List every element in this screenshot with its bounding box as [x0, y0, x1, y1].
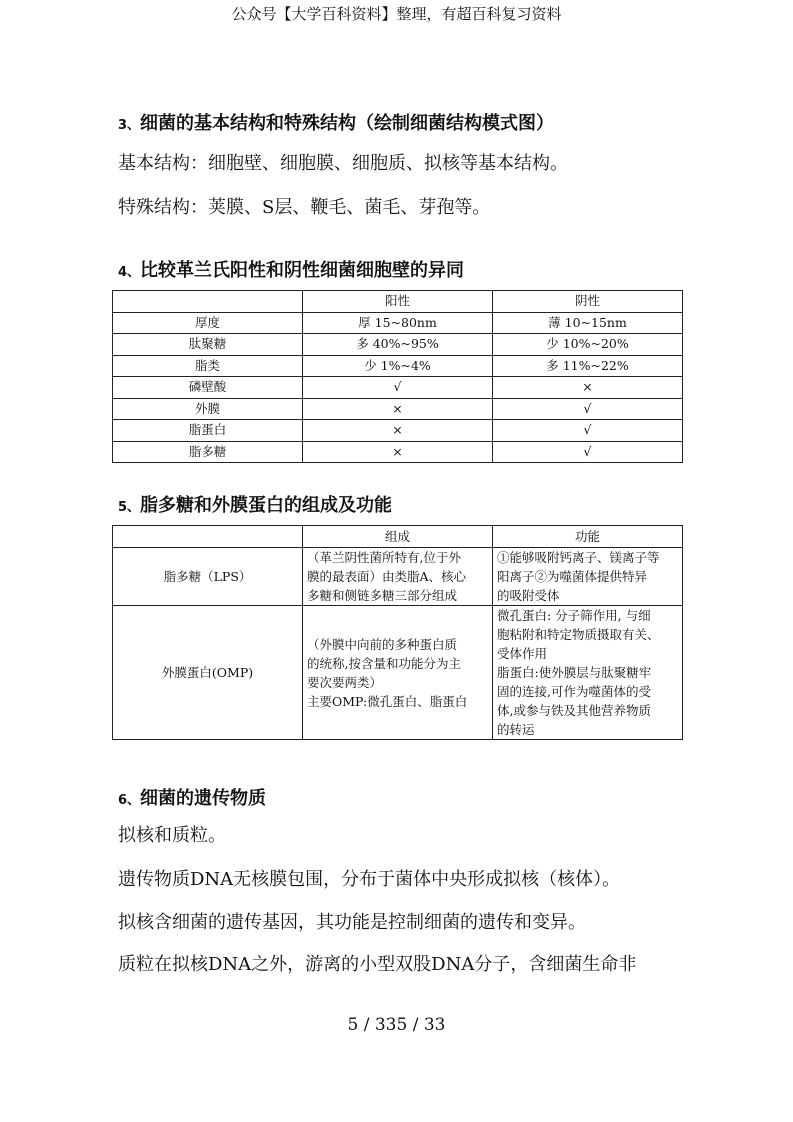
paragraph: 拟核含细菌的遗传基因，其功能是控制细菌的遗传和变异。 [118, 912, 586, 933]
table-cell: 少 10%~20% [493, 334, 683, 356]
cell-line: 固的连接,可作为噬菌体的受 [497, 684, 651, 699]
table-row [113, 606, 683, 740]
section-title: 细菌的遗传物质 [140, 788, 267, 809]
table-cell: 脂类 [113, 355, 303, 377]
table-cell: 脂多糖 [113, 441, 303, 463]
table-row [113, 441, 683, 463]
table-cell [493, 548, 683, 606]
table-cell: × [303, 441, 493, 463]
section-title: 细菌的基本结构和特殊结构（绘制细菌结构模式图） [140, 113, 555, 134]
cell-line: 的吸附受体 [497, 588, 560, 603]
section-title: 脂多糖和外膜蛋白的组成及功能 [140, 495, 393, 516]
cell-line: 主要OMP:微孔蛋白、脂蛋白 [307, 693, 468, 709]
column-header: 阴性 [493, 291, 683, 313]
column-header [113, 291, 303, 313]
table-cell: √ [493, 398, 683, 420]
column-header: 阳性 [303, 291, 493, 313]
section-number: 4、 [118, 265, 141, 280]
cell-line: 膜的最表面）由类脂A、核心 [307, 569, 467, 584]
cell-line: 阳离子②为噬菌体提供特异 [497, 569, 648, 584]
table-row [113, 420, 683, 442]
table-cell: 脂蛋白 [113, 420, 303, 442]
section-5-heading [118, 491, 392, 517]
cell-line: ①能够吸附钙离子、镁离子等 [497, 550, 660, 565]
cell-wall-comparison-table [112, 290, 683, 463]
table-cell: × [493, 377, 683, 399]
page-header: 公众号【大学百科资料】整理，有超百科复习资料 [231, 5, 562, 23]
table-cell: 薄 10~15nm [493, 312, 683, 334]
cell-line: 要次要两类） [307, 674, 383, 690]
column-header: 组成 [303, 526, 493, 548]
table-cell: √ [303, 377, 493, 399]
cell-line: 胞粘附和特定物质摄取有关、 [497, 627, 660, 642]
table-header-row [113, 291, 683, 313]
table-cell: √ [493, 441, 683, 463]
column-header [113, 526, 303, 548]
table-cell: 厚度 [113, 312, 303, 334]
table-row [113, 355, 683, 377]
table-cell: 磷壁酸 [113, 377, 303, 399]
lps-omp-table [112, 525, 683, 740]
paragraph: 基本结构：细胞壁、细胞膜、细胞质、拟核等基本结构。 [118, 153, 568, 174]
table-row [113, 398, 683, 420]
cell-line: 的统称,按含量和功能分为主 [307, 655, 461, 671]
table-cell: √ [493, 420, 683, 442]
section-3-heading [118, 109, 554, 135]
cell-line: 受体作用 [497, 646, 548, 661]
table-cell: × [303, 398, 493, 420]
table-row [113, 312, 683, 334]
section-4-heading [118, 256, 464, 282]
cell-line: 多糖和侧链多糖三部分组成 [307, 588, 458, 603]
paragraph: 质粒在拟核DNA之外，游离的小型双股DNA分子，含细菌生命非 [118, 954, 637, 975]
table-cell [303, 548, 493, 606]
table-header-row [113, 526, 683, 548]
cell-line: （外膜中向前的多种蛋白质 [307, 636, 458, 652]
cell-line: （革兰阴性菌所特有,位于外 [307, 550, 461, 565]
table-row [113, 334, 683, 356]
table-cell: 多 11%~22% [493, 355, 683, 377]
table-cell [303, 606, 493, 740]
section-number: 5、 [118, 500, 141, 515]
section-title: 比较革兰氏阳性和阴性细菌细胞壁的异同 [140, 260, 465, 281]
column-header: 功能 [493, 526, 683, 548]
row-label: 脂多糖（LPS） [113, 548, 303, 606]
paragraph: 遗传物质DNA无核膜包围，分布于菌体中央形成拟核（核体）。 [118, 869, 621, 890]
section-number: 6、 [118, 793, 141, 808]
paragraph: 特殊结构：荚膜、S层、鞭毛、菌毛、芽孢等。 [118, 197, 491, 218]
table-cell [493, 606, 683, 740]
cell-line: 的转运 [497, 722, 535, 737]
table-cell: × [303, 420, 493, 442]
cell-line: 体,或参与铁及其他营养物质 [497, 703, 651, 718]
row-label: 外膜蛋白(OMP) [113, 606, 303, 740]
table-row [113, 377, 683, 399]
cell-line: 脂蛋白:使外膜层与肽聚糖牢 [497, 665, 652, 680]
table-cell: 少 1%~4% [303, 355, 493, 377]
table-cell: 厚 15~80nm [303, 312, 493, 334]
paragraph: 拟核和质粒。 [118, 825, 226, 846]
table-cell: 外膜 [113, 398, 303, 420]
section-number: 3、 [118, 118, 141, 133]
cell-line: 微孔蛋白: 分子筛作用, 与细 [497, 608, 651, 623]
table-row [113, 548, 683, 606]
table-cell: 多 40%~95% [303, 334, 493, 356]
page-number: 5 / 335 / 33 [347, 1015, 446, 1035]
section-6-heading [118, 784, 266, 810]
table-cell: 肽聚糖 [113, 334, 303, 356]
